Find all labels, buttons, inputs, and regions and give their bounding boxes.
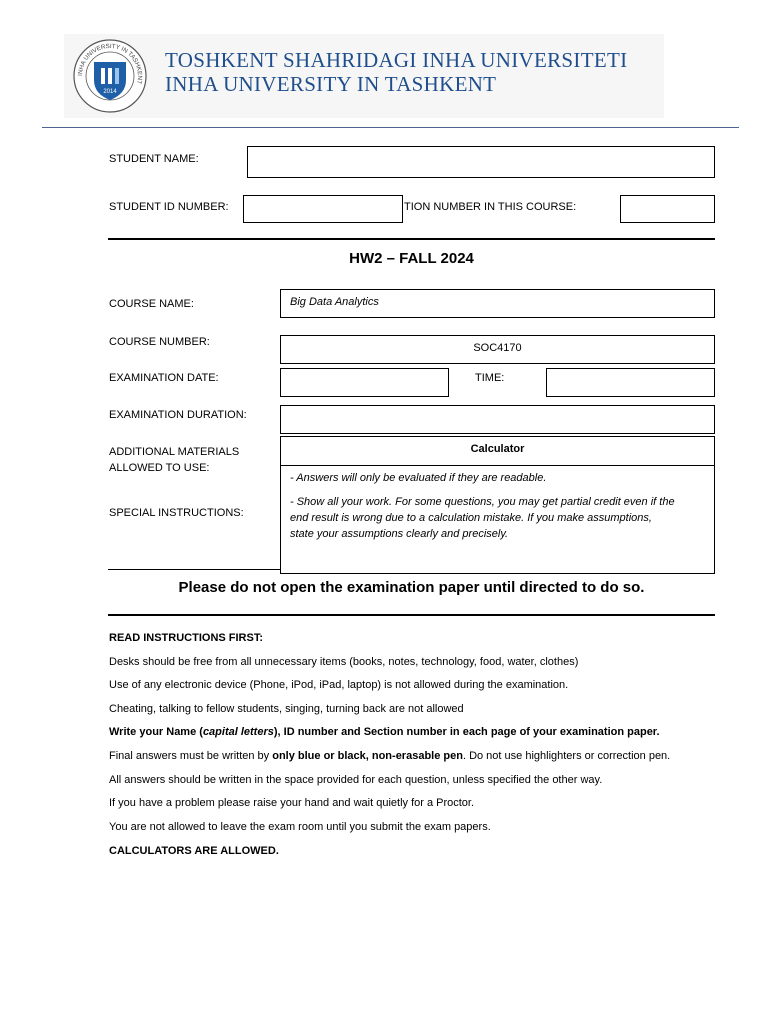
time-field[interactable] [546,368,715,397]
student-id-label: STUDENT ID NUMBER: [109,201,229,213]
exam-duration-field[interactable] [280,405,715,434]
instruction-line: Desks should be free from all unnecessary items (books, notes, technology, food, water, clothes) [109,656,579,668]
special-instruction-2-line2: end result is wrong due to a calculation mistake. If you make assumptions, [290,512,652,524]
section-number-label: TION NUMBER IN THIS COURSE: [404,201,577,213]
exam-duration-label: EXAMINATION DURATION: [109,409,247,421]
special-instruction-2-line3: state your assumptions clearly and precisely. [290,528,509,540]
student-id-field[interactable] [243,195,403,223]
logo-year: 2014 [103,89,117,95]
instruction-line: If you have a problem please raise your hand and wait quietly for a Proctor. [109,797,475,809]
instruction-line: All answers should be written in the space provided for each question, unless specified the other way. [109,774,603,786]
exam-date-field[interactable] [280,368,449,397]
warning-text: Please do not open the examination paper until directed to do so. [178,579,645,596]
section-number-field[interactable] [620,195,715,223]
exam-date-label: EXAMINATION DATE: [109,372,219,384]
student-name-label: STUDENT NAME: [109,153,199,165]
course-name-value: Big Data Analytics [290,296,379,308]
materials-label-line1: ADDITIONAL MATERIALS [109,446,240,458]
student-name-field[interactable] [247,146,715,178]
special-instructions-label: SPECIAL INSTRUCTIONS: [109,507,244,519]
materials-value: Calculator [470,443,525,455]
course-number-value: SOC4170 [473,342,522,354]
instruction-line: You are not allowed to leave the exam room until you submit the exam papers. [109,821,491,833]
instruction-line: Cheating, talking to fellow students, singing, turning back are not allowed [109,703,464,715]
course-name-label: COURSE NAME: [109,298,194,310]
divider-warning [108,614,715,616]
instruction-line: Final answers must be written by only blue or black, non-erasable pen. Do not use highlighters or correction pen. [109,750,671,762]
instruction-line: Use of any electronic device (Phone, iPod, iPad, laptop) is not allowed during the examination. [109,679,569,691]
course-number-label: COURSE NUMBER: [109,336,210,348]
divider-short [108,569,280,570]
header-divider [42,127,739,128]
special-instruction-2-line1: - Show all your work. For some questions, you may get partial credit even if the [290,496,675,508]
special-instruction-1: - Answers will only be evaluated if they are readable. [290,472,547,484]
instruction-line: Write your Name (capital letters), ID number and Section number in each page of your examination paper. [109,726,660,738]
materials-label-line2: ALLOWED TO USE: [109,462,210,474]
time-label: TIME: [475,372,505,384]
logo-ring-text: INHA UNIVERSITY IN TASHKENT [76,42,144,85]
divider [108,238,715,240]
exam-title: HW2 – FALL 2024 [349,250,474,267]
university-name-en: INHA UNIVERSITY IN TASHKENT [165,72,497,96]
calculators-allowed-notice: CALCULATORS ARE ALLOWED. [109,845,279,857]
instructions-heading: READ INSTRUCTIONS FIRST: [109,632,263,644]
university-name-uz: TOSHKENT SHAHRIDAGI INHA UNIVERSITETI [165,48,628,72]
university-logo [72,38,148,114]
